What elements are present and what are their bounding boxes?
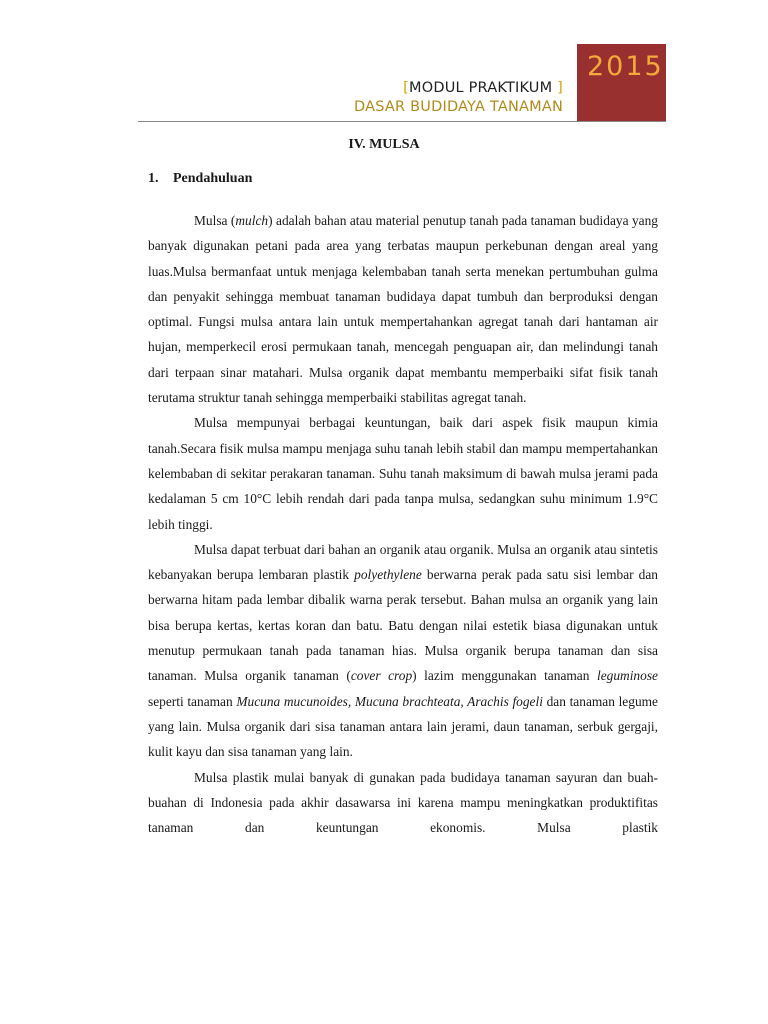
italic-term: polyethylene: [354, 567, 422, 583]
paragraph-3: [148, 537, 658, 765]
header-divider: [138, 121, 666, 122]
bracket-open: [: [403, 80, 410, 96]
paragraph-2: [148, 410, 658, 536]
section-heading: [148, 171, 252, 187]
text-run: ) adalah bahan atau material penutup tanah pada tanaman budidaya yang banyak digunakan petani pada area yang terbatas maupun perkebunan dengan areal yang luas.Mulsa bermanfaat untuk menjaga kelembaban tanah serta menekan pertumbuhan gulma dan penyakit sehingga membuat tanaman budidaya dapat tumbuh dan berproduksi dengan optimal. Fungsi mulsa antara lain untuk mempertahankan agregat tanah dari hantaman air hujan, memperkecil erosi permukaan tanah, mencegah penguapan air, dan melindungi tanah dari terpaan sinar matahari. Mulsa organik dapat membantu memperbaiki sifat fisik tanah terutama struktur tanah sehingga memperbaiki stabilitas agregat tanah.: [148, 213, 658, 406]
italic-term: Mucuna mucunoides, Mucuna brachteata, Arachis fogeli: [236, 693, 543, 709]
text-run: Mulsa (: [194, 213, 236, 228]
italic-term: leguminose: [596, 668, 658, 684]
section-title: Pendahuluan: [173, 171, 253, 186]
year-badge: 2015: [577, 44, 666, 121]
text-run: dan tanaman legume yang lain. Mulsa organik dari sisa tanaman antara lain jerami, daun tanaman, serbuk gergaji, kulit kayu dan sisa tanaman yang lain.: [148, 693, 659, 760]
course-title: DASAR BUDIDAYA TANAMAN: [354, 99, 563, 115]
document-header: [354, 79, 563, 117]
italic-term: cover crop: [350, 668, 413, 684]
section-number: 1.: [148, 171, 159, 186]
body-text: [148, 208, 658, 840]
module-label-line: [354, 79, 563, 98]
paragraph-4: [148, 765, 658, 841]
text-run: ) lazim menggunakan tanaman: [412, 668, 597, 684]
paragraph-1: [148, 208, 658, 410]
module-label: MODUL PRAKTIKUM: [409, 80, 553, 96]
chapter-title: IV. MULSA: [348, 137, 420, 152]
text-run: berwarna perak pada satu sisi lembar dan berwarna hitam pada lembar dibalik warna perak tersebut. Bahan mulsa an organik yang lain bisa berupa kertas, kertas koran dan batu. Batu dengan nilai estetik biasa digunakan untuk menutup permukaan tanah pada tanaman hias. Mulsa organik berupa tanaman dan sisa tanaman. Mulsa organik tanaman (: [148, 567, 658, 684]
bracket-close: ]: [557, 80, 563, 96]
text-run: Mulsa dapat terbuat dari bahan an organik atau organik. Mulsa an organik atau sintetis kebanyakan berupa lembaran plastik: [148, 541, 658, 583]
text-run: Mulsa mempunyai berbagai keuntungan, baik dari aspek fisik maupun kimia tanah.Secara fisik mulsa mampu menjaga suhu tanah lebih stabil dan mampu mempertahankan kelembaban di sekitar perakaran tanaman. Suhu tanah maksimum di bawah mulsa jerami pada kedalaman 5 cm 10°C lebih rendah dari pada tanpa mulsa, sedangkan suhu minimum 1.9°C lebih tinggi.: [148, 415, 658, 532]
text-run: Mulsa plastik mulai banyak di gunakan pada budidaya tanaman sayuran dan buah-buahan di Indonesia pada akhir dasawarsa ini karena mampu meningkatkan produktifitas tanaman dan keuntungan ekonomis. Mulsa plastik: [148, 769, 658, 836]
italic-term: mulch: [235, 213, 269, 228]
text-run: seperti tanaman: [148, 693, 237, 709]
